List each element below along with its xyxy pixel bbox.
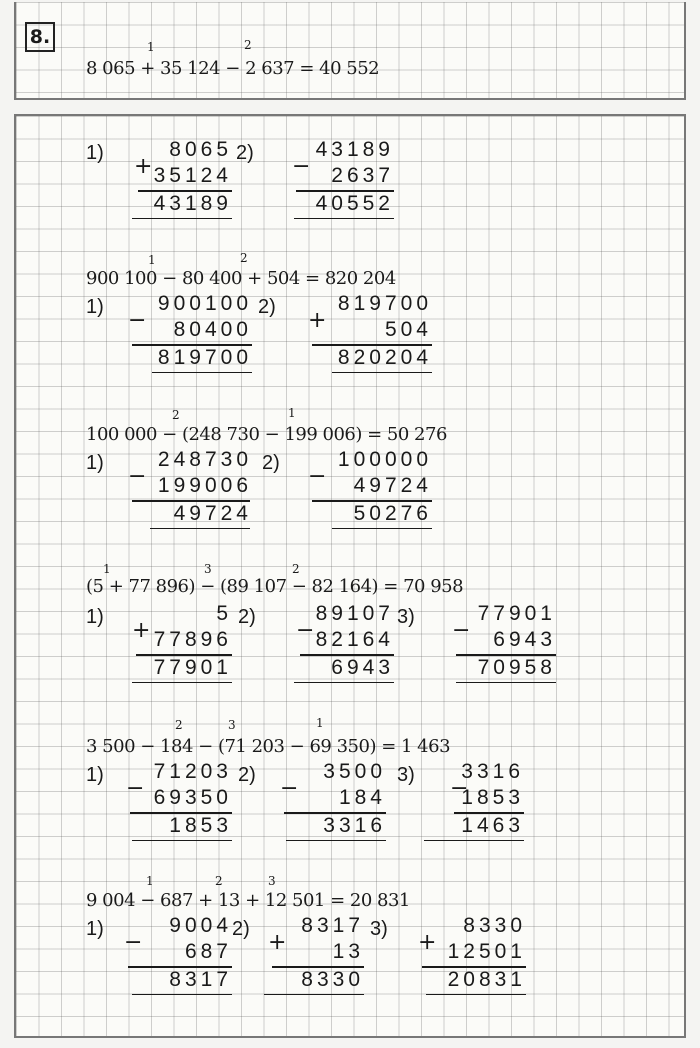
- step-label: 3): [370, 918, 388, 940]
- result-underline: [150, 528, 250, 529]
- order-mark: 2: [292, 562, 300, 576]
- minuend: 3500: [323, 760, 386, 783]
- order-mark: 3: [228, 718, 236, 732]
- step-label: 3): [397, 764, 415, 786]
- minuend: 5: [216, 602, 232, 625]
- minuend: 8317: [301, 914, 364, 937]
- operation-sign: −: [450, 776, 469, 801]
- example-expression: 3 500 − 184 − (71 203 − 69 350) = 1 463: [86, 736, 451, 757]
- result: 43189: [153, 192, 232, 215]
- step-label: 2): [262, 452, 280, 474]
- result: 70958: [477, 656, 556, 679]
- subtrahend: 687: [184, 940, 232, 963]
- operation-sign: +: [134, 154, 153, 179]
- sum-line: [312, 500, 432, 502]
- result: 20831: [447, 968, 526, 991]
- order-mark: 2: [175, 718, 183, 732]
- subtrahend: 49724: [353, 474, 432, 497]
- subtrahend: 12501: [447, 940, 526, 963]
- result-underline: [152, 372, 252, 373]
- result: 819700: [157, 346, 252, 369]
- result-underline: [132, 840, 232, 841]
- result-underline: [294, 218, 394, 219]
- sum-line: [132, 344, 252, 346]
- example-expression: (5 + 77 896) − (89 107 − 82 164) = 70 958: [86, 576, 464, 597]
- sum-line: [456, 654, 556, 656]
- result: 40552: [315, 192, 394, 215]
- result: 3316: [323, 814, 386, 837]
- order-mark: 3: [268, 874, 276, 888]
- sum-line: [296, 190, 394, 192]
- operation-sign: −: [452, 618, 471, 643]
- sum-line: [138, 190, 232, 192]
- subtrahend: 13: [332, 940, 364, 963]
- operation-sign: −: [308, 464, 327, 489]
- task-number: 8.: [25, 22, 55, 52]
- minuend: 8065: [169, 138, 232, 161]
- result: 50276: [353, 502, 432, 525]
- step-label: 1): [86, 452, 104, 474]
- order-mark: 2: [215, 874, 223, 888]
- result-underline: [132, 218, 232, 219]
- subtrahend: 82164: [315, 628, 394, 651]
- result-underline: [286, 840, 386, 841]
- subtrahend: 80400: [173, 318, 252, 341]
- order-mark: 1: [147, 40, 155, 54]
- order-mark: 1: [103, 562, 111, 576]
- operation-sign: −: [126, 776, 145, 801]
- task-expression: 8 065 + 35 124 − 2 637 = 40 552: [86, 58, 380, 79]
- minuend: 100000: [337, 448, 432, 471]
- result: 8330: [301, 968, 364, 991]
- minuend: 248730: [157, 448, 252, 471]
- subtrahend: 199006: [157, 474, 252, 497]
- operation-sign: +: [308, 308, 327, 333]
- minuend: 43189: [315, 138, 394, 161]
- subtrahend: 2637: [331, 164, 394, 187]
- operation-sign: +: [268, 930, 287, 955]
- step-label: 2): [232, 918, 250, 940]
- sum-line: [136, 654, 232, 656]
- minuend: 77901: [477, 602, 556, 625]
- order-mark: 1: [288, 406, 296, 420]
- subtrahend: 6943: [493, 628, 556, 651]
- operation-sign: −: [124, 930, 143, 955]
- result-underline: [332, 528, 432, 529]
- minuend: 71203: [153, 760, 232, 783]
- result-underline: [426, 994, 526, 995]
- example-expression: 900 100 − 80 400 + 504 = 820 204: [86, 268, 396, 289]
- result-underline: [294, 682, 394, 683]
- operation-sign: +: [132, 618, 151, 643]
- minuend: 89107: [315, 602, 394, 625]
- order-mark: 3: [204, 562, 212, 576]
- operation-sign: −: [292, 154, 311, 179]
- result-underline: [264, 994, 364, 995]
- order-mark: 2: [172, 408, 180, 422]
- order-mark: 1: [148, 253, 156, 267]
- step-label: 2): [238, 764, 256, 786]
- step-label: 1): [86, 142, 104, 164]
- operation-sign: −: [296, 618, 315, 643]
- result: 1463: [461, 814, 524, 837]
- result-underline: [132, 682, 232, 683]
- step-label: 1): [86, 606, 104, 628]
- subtrahend: 184: [338, 786, 386, 809]
- task-header-sheet: [14, 2, 686, 100]
- step-label: 2): [238, 606, 256, 628]
- minuend: 3316: [461, 760, 524, 783]
- result: 8317: [169, 968, 232, 991]
- subtrahend: 1853: [461, 786, 524, 809]
- subtrahend: 77896: [153, 628, 232, 651]
- example-expression: 100 000 − (248 730 − 199 006) = 50 276: [86, 424, 447, 445]
- order-mark: 2: [240, 251, 248, 265]
- result-underline: [424, 840, 524, 841]
- sum-line: [130, 812, 232, 814]
- operation-sign: −: [128, 464, 147, 489]
- result-underline: [332, 372, 432, 373]
- order-mark: 1: [316, 716, 324, 730]
- operation-sign: +: [418, 930, 437, 955]
- order-mark: 2: [244, 38, 252, 52]
- operation-sign: −: [280, 776, 299, 801]
- sum-line: [132, 500, 250, 502]
- result-underline: [132, 994, 232, 995]
- sum-line: [128, 966, 232, 968]
- subtrahend: 504: [384, 318, 432, 341]
- minuend: 819700: [337, 292, 432, 315]
- minuend: 9004: [169, 914, 232, 937]
- sum-line: [454, 812, 524, 814]
- step-label: 1): [86, 296, 104, 318]
- step-label: 2): [236, 142, 254, 164]
- minuend: 8330: [463, 914, 526, 937]
- step-label: 1): [86, 764, 104, 786]
- example-expression: 9 004 − 687 + 13 + 12 501 = 20 831: [86, 890, 410, 911]
- result: 6943: [331, 656, 394, 679]
- subtrahend: 35124: [153, 164, 232, 187]
- step-label: 3): [397, 606, 415, 628]
- result: 77901: [153, 656, 232, 679]
- result-underline: [456, 682, 556, 683]
- step-label: 2): [258, 296, 276, 318]
- sum-line: [422, 966, 526, 968]
- sum-line: [312, 344, 432, 346]
- sum-line: [272, 966, 364, 968]
- result: 820204: [337, 346, 432, 369]
- sum-line: [300, 654, 394, 656]
- order-mark: 1: [146, 874, 154, 888]
- subtrahend: 69350: [153, 786, 232, 809]
- result: 49724: [173, 502, 252, 525]
- operation-sign: −: [128, 308, 147, 333]
- result: 1853: [169, 814, 232, 837]
- step-label: 1): [86, 918, 104, 940]
- sum-line: [284, 812, 386, 814]
- minuend: 900100: [157, 292, 252, 315]
